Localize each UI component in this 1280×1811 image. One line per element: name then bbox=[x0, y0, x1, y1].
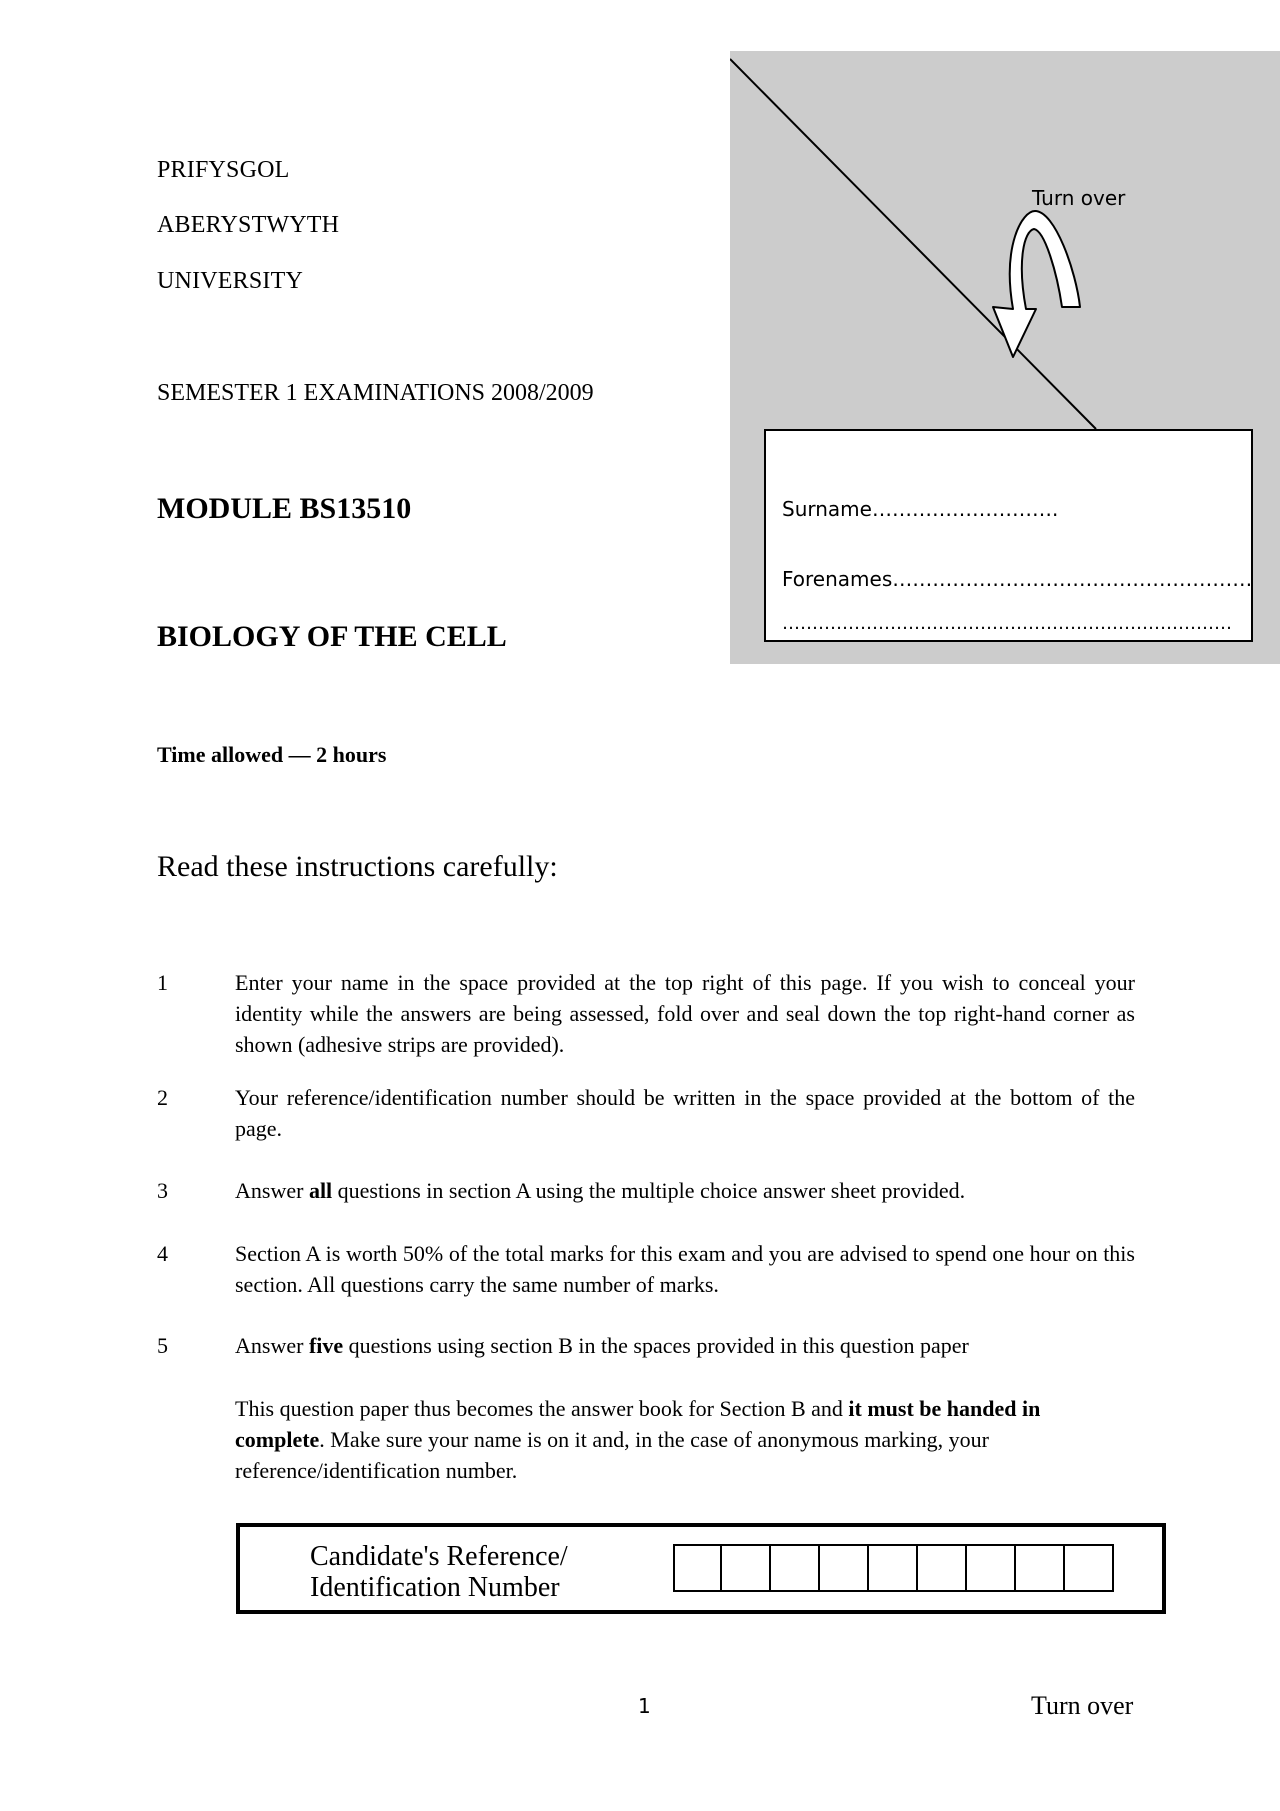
id-number-cells bbox=[673, 1544, 1114, 1592]
emphasis-all: all bbox=[308, 1178, 333, 1203]
forenames-continuation-field[interactable]: ………………………………………………………………… bbox=[782, 613, 1232, 634]
instruction-number: 2 bbox=[157, 1085, 168, 1110]
turn-over-corner-label: Turn over bbox=[1032, 186, 1126, 210]
id-digit-cell[interactable] bbox=[918, 1544, 967, 1592]
id-digit-cell[interactable] bbox=[1065, 1544, 1114, 1592]
id-digit-cell[interactable] bbox=[673, 1544, 722, 1592]
id-digit-cell[interactable] bbox=[869, 1544, 918, 1592]
instruction-number: 5 bbox=[157, 1333, 168, 1358]
instruction-number: 4 bbox=[157, 1241, 168, 1266]
instruction-text: Your reference/identification number should be written in the space provided at the bottom of the page. bbox=[235, 1085, 1135, 1141]
surname-field[interactable]: Surname………………………. bbox=[782, 497, 1059, 521]
name-box bbox=[764, 429, 1253, 642]
instruction-text: Answer five questions using section B in the spaces provided in this question paper bbox=[235, 1333, 969, 1358]
answer-book-note: This question paper thus becomes the answer book for Section B and it must be handed in complete. Make sure your name is on it and, in the case of anonymous marking, your reference/identification number. bbox=[235, 1396, 1041, 1483]
instruction-text: Enter your name in the space provided at the top right of this page. If you wish to conceal your identity while the answers are being assessed, fold over and seal down the top right-hand corner as shown (adhesive strips are provided). bbox=[235, 970, 1135, 1057]
id-digit-cell[interactable] bbox=[1016, 1544, 1065, 1592]
emphasis-five: five bbox=[308, 1333, 344, 1358]
forenames-field[interactable]: Forenames……………………………………………… bbox=[782, 567, 1253, 591]
institution-line-english: UNIVERSITY bbox=[157, 268, 303, 294]
id-digit-cell[interactable] bbox=[967, 1544, 1016, 1592]
time-allowed: Time allowed — 2 hours bbox=[157, 742, 387, 767]
fold-line bbox=[730, 59, 1096, 429]
curved-arrow-icon bbox=[993, 211, 1080, 357]
instruction-number: 1 bbox=[157, 970, 168, 995]
page-number: 1 bbox=[638, 1694, 651, 1718]
module-code: MODULE BS13510 bbox=[157, 492, 412, 525]
exam-session: SEMESTER 1 EXAMINATIONS 2008/2009 bbox=[157, 380, 594, 406]
instruction-number: 3 bbox=[157, 1178, 168, 1203]
id-digit-cell[interactable] bbox=[722, 1544, 771, 1592]
instruction-text: Section A is worth 50% of the total marks for this exam and you are advised to spend one hour on this section. All questions carry the same number of marks. bbox=[235, 1241, 1135, 1297]
instructions-heading: Read these instructions carefully: bbox=[157, 850, 558, 883]
emphasis-handed-in: it must be handed in complete bbox=[235, 1396, 1041, 1452]
id-digit-cell[interactable] bbox=[771, 1544, 820, 1592]
module-title: BIOLOGY OF THE CELL bbox=[157, 620, 507, 653]
candidate-reference-label: Candidate's Reference/ Identification Number bbox=[310, 1541, 568, 1603]
institution-line-welsh: PRIFYSGOL bbox=[157, 157, 290, 183]
instruction-text: Answer all questions in section A using the multiple choice answer sheet provided. bbox=[235, 1178, 966, 1203]
turn-over-footer: Turn over bbox=[1031, 1691, 1134, 1720]
candidate-reference-box bbox=[236, 1523, 1166, 1614]
institution-line-place: ABERYSTWYTH bbox=[157, 212, 340, 238]
id-digit-cell[interactable] bbox=[820, 1544, 869, 1592]
